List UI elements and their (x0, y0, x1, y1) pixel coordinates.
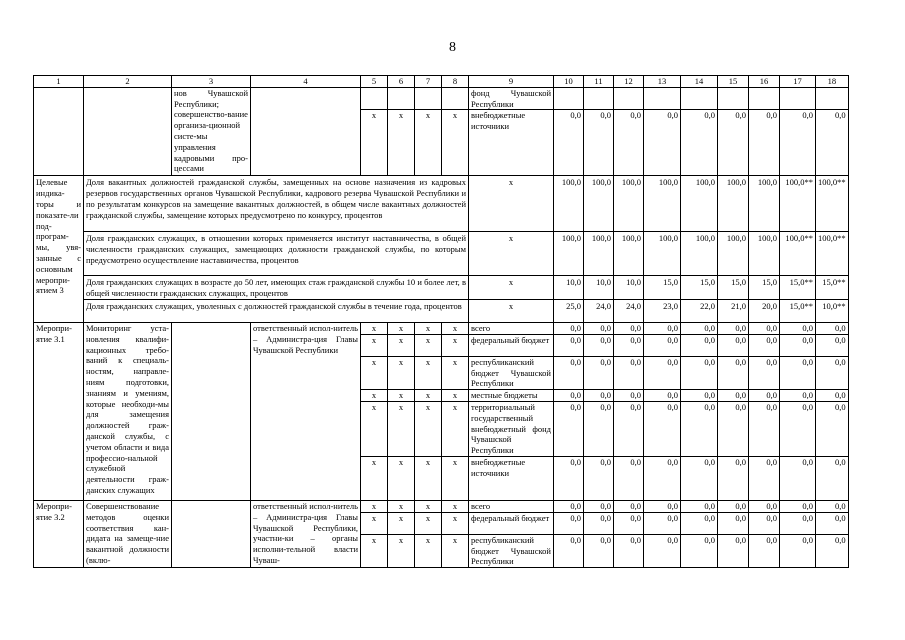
source-cell: местные бюджеты (469, 390, 554, 402)
empty-cell (84, 87, 172, 176)
x-cell: x (388, 534, 415, 567)
value-cell: 0,0 (644, 334, 681, 356)
value-cell: 15,0** (780, 299, 816, 322)
value-cell: 100,0 (644, 232, 681, 276)
x-cell: x (361, 456, 388, 500)
event32-label: Меропри-ятие 3.2 (34, 500, 84, 567)
event32-row (34, 500, 849, 512)
empty-cell (251, 87, 361, 176)
value-cell: 0,0 (584, 322, 614, 334)
x-cell: x (388, 110, 415, 176)
x-cell: x (415, 356, 442, 389)
value-cell: 0,0 (681, 456, 718, 500)
event32-name: Совершенствование методов оценки соответствия кан-дидата на замеще-ние вакантной должности (вклю- (84, 500, 172, 567)
value-cell: 0,0 (554, 334, 584, 356)
x-cell: x (415, 334, 442, 356)
source-cell: республиканский бюджет Чувашской Республики (469, 356, 554, 389)
value-cell: 100,0 (614, 176, 644, 232)
value-cell: 100,0 (749, 176, 780, 232)
indicator-row (34, 299, 849, 322)
value-cell: 0,0 (644, 322, 681, 334)
x-cell: x (469, 276, 554, 300)
x-cell: x (388, 500, 415, 512)
value-cell: 0,0 (644, 456, 681, 500)
value-cell: 100,0 (614, 232, 644, 276)
value-cell: 0,0 (614, 512, 644, 534)
value-cell: 100,0 (584, 176, 614, 232)
value-cell: 15,0** (816, 276, 849, 300)
col-number: 7 (415, 76, 442, 88)
value-cell: 0,0 (816, 356, 849, 389)
value-cell: 0,0 (816, 110, 849, 176)
value-cell: 0,0 (554, 512, 584, 534)
empty-cell (554, 87, 584, 110)
col-number: 10 (554, 76, 584, 88)
value-cell: 0,0 (554, 401, 584, 456)
value-cell: 0,0 (614, 334, 644, 356)
x-cell: x (442, 110, 469, 176)
value-cell: 100,0** (780, 232, 816, 276)
x-cell: x (388, 322, 415, 334)
value-cell: 0,0 (816, 534, 849, 567)
value-cell: 15,0 (644, 276, 681, 300)
value-cell: 0,0 (584, 456, 614, 500)
value-cell: 100,0 (718, 176, 749, 232)
x-cell: x (361, 512, 388, 534)
value-cell: 100,0 (584, 232, 614, 276)
col-number: 18 (816, 76, 849, 88)
value-cell: 21,0 (718, 299, 749, 322)
value-cell: 0,0 (780, 512, 816, 534)
value-cell: 100,0 (681, 176, 718, 232)
value-cell: 15,0 (681, 276, 718, 300)
empty-cell (172, 322, 251, 500)
empty-cell (614, 87, 644, 110)
value-cell: 24,0 (584, 299, 614, 322)
value-cell: 0,0 (681, 534, 718, 567)
value-cell: 0,0 (816, 322, 849, 334)
value-cell: 0,0 (749, 500, 780, 512)
col-number: 6 (388, 76, 415, 88)
top-row-1 (34, 87, 849, 110)
value-cell: 0,0 (681, 110, 718, 176)
value-cell: 24,0 (614, 299, 644, 322)
x-cell: x (442, 401, 469, 456)
value-cell: 0,0 (718, 500, 749, 512)
value-cell: 0,0 (554, 356, 584, 389)
x-cell: x (361, 356, 388, 389)
x-cell: x (442, 512, 469, 534)
x-cell: x (361, 534, 388, 567)
value-cell: 10,0** (816, 299, 849, 322)
value-cell: 0,0 (614, 356, 644, 389)
page-number: 8 (449, 40, 456, 55)
value-cell: 0,0 (584, 110, 614, 176)
value-cell: 0,0 (554, 322, 584, 334)
indicators-label: Целевые индика-торы и показате-ли под-програм-мы, увя-занные с основным меропри-ятием 3 (34, 176, 84, 323)
empty-cell (442, 87, 469, 110)
value-cell: 0,0 (718, 401, 749, 456)
value-cell: 0,0 (780, 401, 816, 456)
col-number: 8 (442, 76, 469, 88)
x-cell: x (361, 334, 388, 356)
source-cell: всего (469, 500, 554, 512)
x-cell: x (361, 322, 388, 334)
value-cell: 0,0 (614, 322, 644, 334)
value-cell: 15,0 (718, 276, 749, 300)
value-cell: 100,0** (780, 176, 816, 232)
empty-cell (415, 87, 442, 110)
value-cell: 0,0 (584, 390, 614, 402)
value-cell: 0,0 (681, 512, 718, 534)
value-cell: 0,0 (584, 512, 614, 534)
source-cell: фонд Чувашской Республики (469, 87, 554, 110)
source-cell: федеральный бюджет (469, 334, 554, 356)
x-cell: x (388, 356, 415, 389)
indicator-row (34, 232, 849, 276)
col-number: 9 (469, 76, 554, 88)
source-cell: всего (469, 322, 554, 334)
value-cell: 0,0 (718, 534, 749, 567)
value-cell: 22,0 (681, 299, 718, 322)
value-cell: 0,0 (816, 500, 849, 512)
value-cell: 0,0 (749, 356, 780, 389)
value-cell: 100,0 (749, 232, 780, 276)
x-cell: x (442, 534, 469, 567)
empty-cell (816, 87, 849, 110)
empty-cell (388, 87, 415, 110)
col-number: 4 (251, 76, 361, 88)
value-cell: 0,0 (614, 401, 644, 456)
x-cell: x (388, 390, 415, 402)
col-number: 12 (614, 76, 644, 88)
x-cell: x (415, 390, 442, 402)
value-cell: 0,0 (718, 390, 749, 402)
value-cell: 100,0 (554, 232, 584, 276)
value-cell: 100,0 (681, 232, 718, 276)
value-cell: 0,0 (780, 356, 816, 389)
value-cell: 0,0 (749, 110, 780, 176)
event31-row (34, 322, 849, 334)
event32-responsible: ответственный испол-нитель – Администра-ция Главы Чувашской Республики, участни-ки – органы исполни-тельной власти Чуваш- (251, 500, 361, 567)
value-cell: 0,0 (749, 334, 780, 356)
indicator-row (34, 176, 849, 232)
x-cell: x (415, 534, 442, 567)
value-cell: 0,0 (718, 334, 749, 356)
value-cell: 0,0 (584, 334, 614, 356)
x-cell: x (442, 500, 469, 512)
value-cell: 0,0 (614, 390, 644, 402)
value-cell: 0,0 (554, 110, 584, 176)
x-cell: x (388, 512, 415, 534)
empty-cell (172, 500, 251, 567)
top-col3-text: нов Чувашской Республики; совершенство-вание организа-ционной систе-мы управления кадровыми про-цессами (172, 87, 251, 176)
value-cell: 0,0 (554, 500, 584, 512)
x-cell: x (361, 390, 388, 402)
x-cell: x (415, 512, 442, 534)
value-cell: 0,0 (554, 390, 584, 402)
value-cell: 0,0 (749, 401, 780, 456)
indicator-text: Доля гражданских служащих, уволенных с должностей гражданской службы в течение года, процентов (84, 299, 469, 322)
value-cell: 0,0 (780, 322, 816, 334)
source-cell: территориальный государственный внебюджетный фонд Чувашской Республики (469, 401, 554, 456)
value-cell: 0,0 (718, 512, 749, 534)
value-cell: 0,0 (644, 110, 681, 176)
value-cell: 25,0 (554, 299, 584, 322)
indicator-text: Доля гражданских служащих в возрасте до 50 лет, имеющих стаж гражданской службы 10 и более лет, в общей численности гражданских служащих, процентов (84, 276, 469, 300)
col-number: 15 (718, 76, 749, 88)
empty-cell (718, 87, 749, 110)
value-cell: 15,0** (780, 276, 816, 300)
x-cell: x (442, 322, 469, 334)
x-cell: x (361, 401, 388, 456)
value-cell: 20,0 (749, 299, 780, 322)
value-cell: 0,0 (644, 390, 681, 402)
x-cell: x (442, 456, 469, 500)
value-cell: 0,0 (681, 401, 718, 456)
value-cell: 0,0 (584, 401, 614, 456)
program-table (33, 75, 849, 568)
x-cell: x (442, 390, 469, 402)
value-cell: 100,0** (816, 176, 849, 232)
x-cell: x (415, 401, 442, 456)
col-number: 11 (584, 76, 614, 88)
value-cell: 0,0 (644, 401, 681, 456)
empty-cell (34, 87, 84, 176)
value-cell: 0,0 (749, 322, 780, 334)
value-cell: 100,0 (554, 176, 584, 232)
empty-cell (644, 87, 681, 110)
x-cell: x (388, 456, 415, 500)
value-cell: 0,0 (614, 500, 644, 512)
value-cell: 0,0 (644, 534, 681, 567)
indicator-text: Доля вакантных должностей гражданской службы, замещенных на основе назначения из кадровых резервов государственных органов Чувашской Республики, кадрового резерва Чувашской Республики и по результатам конкурсов на замещение вакантных должностей, в общем числе вакантных должностей гражданской службы, замещение которых предусмотрено по конкурсу, процентов (84, 176, 469, 232)
event31-label: Меропри-ятие 3.1 (34, 322, 84, 500)
source-cell: внебюджетные источники (469, 110, 554, 176)
value-cell: 0,0 (644, 356, 681, 389)
x-cell: x (415, 456, 442, 500)
value-cell: 0,0 (718, 322, 749, 334)
value-cell: 0,0 (681, 356, 718, 389)
value-cell: 0,0 (749, 456, 780, 500)
empty-cell (780, 87, 816, 110)
x-cell: x (442, 356, 469, 389)
col-number: 2 (84, 76, 172, 88)
value-cell: 0,0 (816, 512, 849, 534)
value-cell: 0,0 (780, 500, 816, 512)
value-cell: 0,0 (816, 334, 849, 356)
value-cell: 0,0 (749, 534, 780, 567)
x-cell: x (361, 500, 388, 512)
x-cell: x (442, 334, 469, 356)
empty-cell (584, 87, 614, 110)
value-cell: 10,0 (584, 276, 614, 300)
value-cell: 0,0 (681, 390, 718, 402)
source-cell: внебюджетные источники (469, 456, 554, 500)
value-cell: 100,0 (644, 176, 681, 232)
col-number: 13 (644, 76, 681, 88)
empty-cell (361, 87, 388, 110)
value-cell: 15,0 (749, 276, 780, 300)
col-number: 3 (172, 76, 251, 88)
value-cell: 0,0 (681, 334, 718, 356)
value-cell: 0,0 (718, 456, 749, 500)
value-cell: 0,0 (644, 500, 681, 512)
value-cell: 10,0 (614, 276, 644, 300)
value-cell: 0,0 (681, 322, 718, 334)
value-cell: 0,0 (584, 356, 614, 389)
value-cell: 0,0 (614, 456, 644, 500)
x-cell: x (388, 401, 415, 456)
value-cell: 0,0 (718, 110, 749, 176)
x-cell: x (361, 110, 388, 176)
x-cell: x (469, 176, 554, 232)
source-cell: республиканский бюджет Чувашской Республики (469, 534, 554, 567)
event31-name: Мониторинг уста-новления квалифи-кационных требо-ваний к специаль-ностям, направле-ниям подготовки, знаниям и умениям, которые необходи-мы для замещения должностей граж-данской службы, с учетом области и вида профессио-нальной служебной деятельности граж-данских служащих (84, 322, 172, 500)
column-numbers-row (34, 76, 849, 88)
value-cell: 0,0 (816, 390, 849, 402)
value-cell: 0,0 (554, 456, 584, 500)
col-number: 14 (681, 76, 718, 88)
x-cell: x (388, 334, 415, 356)
empty-cell (681, 87, 718, 110)
col-number: 16 (749, 76, 780, 88)
value-cell: 0,0 (584, 500, 614, 512)
event31-responsible: ответственный испол-нитель – Администра-ция Главы Чувашской Республики (251, 322, 361, 500)
value-cell: 0,0 (780, 534, 816, 567)
value-cell: 100,0** (816, 232, 849, 276)
value-cell: 0,0 (780, 456, 816, 500)
col-number: 1 (34, 76, 84, 88)
value-cell: 0,0 (718, 356, 749, 389)
value-cell: 0,0 (780, 334, 816, 356)
x-cell: x (415, 500, 442, 512)
source-cell: федеральный бюджет (469, 512, 554, 534)
x-cell: x (415, 322, 442, 334)
value-cell: 0,0 (584, 534, 614, 567)
x-cell: x (469, 232, 554, 276)
value-cell: 0,0 (554, 534, 584, 567)
value-cell: 0,0 (749, 512, 780, 534)
value-cell: 23,0 (644, 299, 681, 322)
value-cell: 0,0 (614, 110, 644, 176)
value-cell: 0,0 (816, 456, 849, 500)
x-cell: x (469, 299, 554, 322)
empty-cell (749, 87, 780, 110)
col-number: 5 (361, 76, 388, 88)
x-cell: x (415, 110, 442, 176)
value-cell: 0,0 (780, 390, 816, 402)
value-cell: 10,0 (554, 276, 584, 300)
value-cell: 0,0 (780, 110, 816, 176)
indicator-text: Доля гражданских служащих, в отношении которых применяется институт наставничества, в общей численности гражданских служащих, замещающих должности гражданской службы, по которым предусмотрено осуществление наставничества, процентов (84, 232, 469, 276)
value-cell: 100,0 (718, 232, 749, 276)
value-cell: 0,0 (681, 500, 718, 512)
value-cell: 0,0 (816, 401, 849, 456)
value-cell: 0,0 (749, 390, 780, 402)
value-cell: 0,0 (614, 534, 644, 567)
value-cell: 0,0 (644, 512, 681, 534)
col-number: 17 (780, 76, 816, 88)
indicator-row (34, 276, 849, 300)
